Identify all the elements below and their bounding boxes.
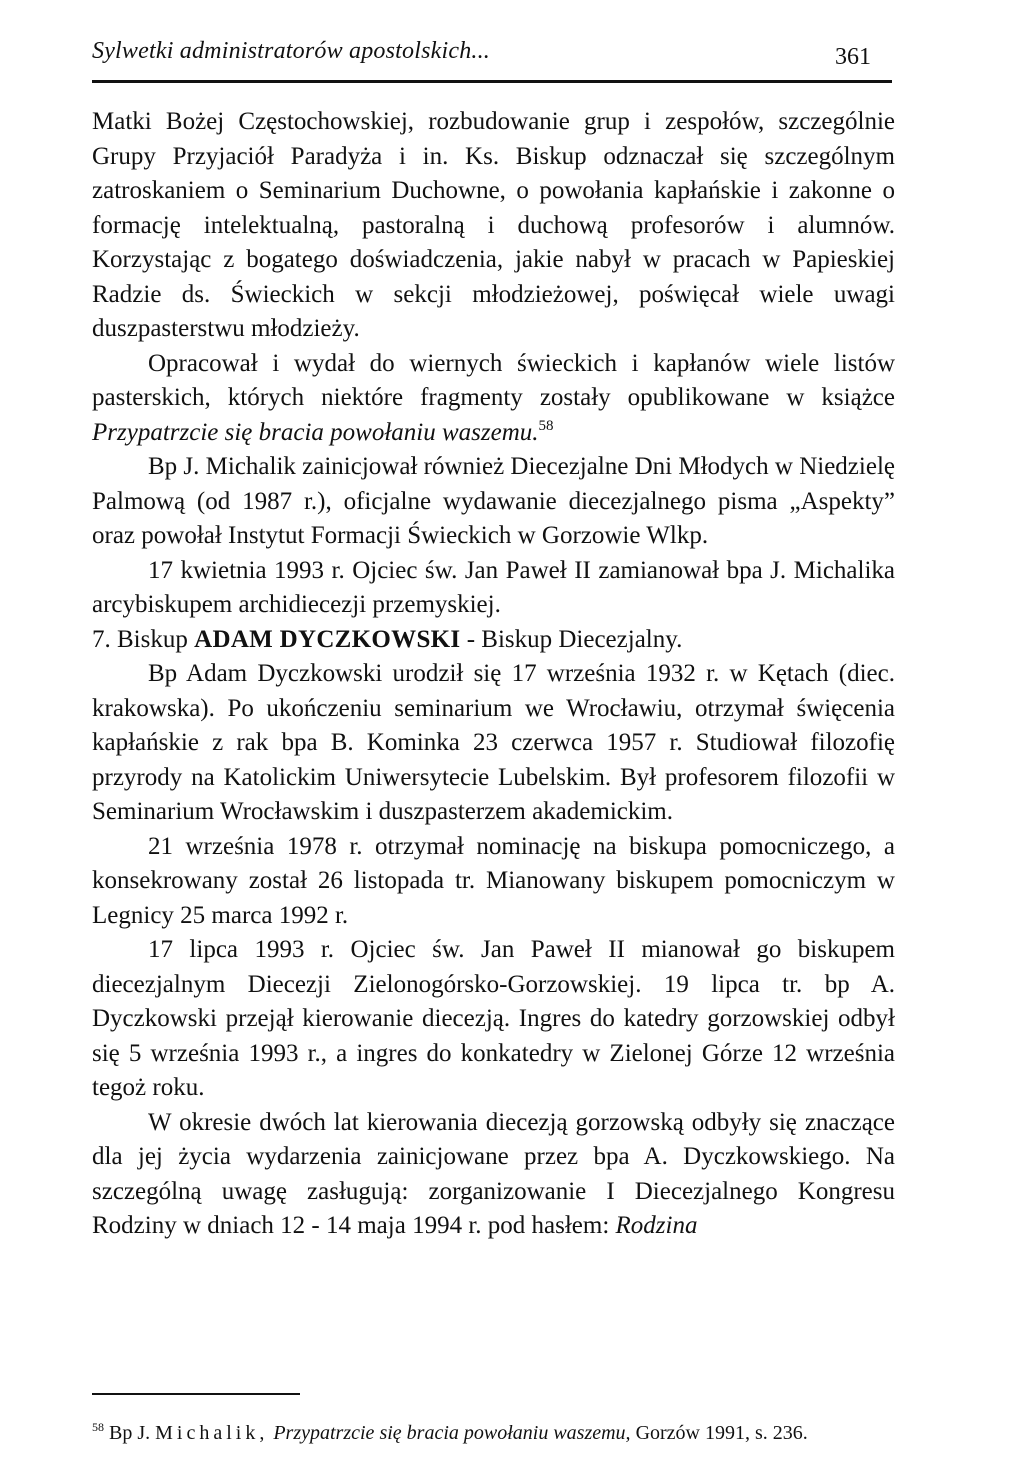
paragraph-1: Matki Bożej Częstochowskiej, rozbudowanie grup i zespołów, szczególnie Grupy Przyjaciół Paradyża i in. Ks. Biskup odznaczał się szczególnym zatroskaniem o Seminarium Duchowne, o powołania kapłańskie i zakonne o formację intelektualną, pastoralną i duchową profesorów i alumnów. Korzystając z bogatego doświadczenia, jakie nabył w pracach w Papieskiej Radzie ds. Świeckich w sekcji młodzieżowej, poświęcał wiele uwagi duszpasterstwu młodzieży. — [92, 108, 895, 342]
paragraph-8 — [92, 1106, 895, 1244]
footnote-author-prefix: Bp J. — [109, 1422, 156, 1444]
book-title: Przypatrzcie się bracia powołaniu waszemu. — [92, 418, 539, 446]
paragraph-5: Bp Adam Dyczkowski urodził się 17 września 1932 r. w Kętach (diec. krakowska). Po ukończeniu seminarium we Wrocławiu, otrzymał święcenia kapłańskie z rak bpa B. Kominka 23 czerwca 1957 r. Studiował filozofię przyrody na Katolickim Uniwersytecie Lubelskim. Był profesorem filozofii w Seminarium Wrocławskim i duszpasterzem akademickim. — [92, 660, 895, 825]
paragraph-7: 17 lipca 1993 r. Ojciec św. Jan Paweł II mianował go biskupem diecezjalnym Diecezji Zielonogórsko-Gorzowskiej. 19 lipca tr. bp A. Dyczkowski przejął kierowanie diecezją. Ingres do katedry gorzowskiej odbył się 5 września 1993 r., a ingres do konkatedry w Zielonej Górze 12 września tegoż roku. — [92, 936, 895, 1101]
footnote-mark: 58 — [92, 1420, 104, 1434]
section-prefix: 7. Biskup — [92, 625, 195, 653]
paragraph-6: 21 września 1978 r. otrzymał nominację na biskupa pomocniczego, a konsekrowany został 26 listopada tr. Mianowany biskupem pomocniczym w Legnicy 25 marca 1992 r. — [92, 832, 895, 929]
paragraph-3: Bp J. Michalik zainicjował również Diecezjalne Dni Młodych w Niedzielę Palmową (od 1987 r.), oficjalne wydawanie diecezjalnego pisma „Aspekty” oraz powołał Instytut Formacji Świeckich w Gorzowie Wlkp. — [92, 453, 895, 549]
footnote-author: Michalik, — [155, 1422, 269, 1444]
running-title: Sylwetki administratorów apostolskich... — [92, 38, 490, 64]
paragraph-8-text: W okresie dwóch lat kierowania diecezją gorzowską odbyły się znaczące dla jej życia wydarzenia zainicjowane przez bpa A. Dyczkowskiego. Na szczególną uwagę zasługują: zorganizowanie I Diecezjalnego Kongresu Rodziny w dniach 12 - 14 maja 1994 r. pod hasłem: — [92, 1108, 895, 1239]
slogan: Rodzina — [615, 1212, 698, 1239]
paragraph-2 — [92, 347, 895, 451]
paragraph-4: 17 kwietnia 1993 r. Ojciec św. Jan Paweł II zamianował bpa J. Michalika arcybiskupem archidiecezji przemyskiej. — [92, 556, 895, 618]
header-rule — [92, 80, 892, 83]
footnote-rest: Gorzów 1991, s. 236. — [630, 1422, 808, 1444]
section-heading — [92, 623, 895, 658]
page-number: 361 — [835, 44, 871, 70]
footnote-title: Przypatrzcie się bracia powołaniu waszemu, — [273, 1422, 631, 1444]
paragraph-2-text: Opracował i wydał do wiernych świeckich i kapłanów wiele listów pasterskich, których niektóre fragmenty zostały opublikowane w książce — [92, 349, 895, 411]
footnote — [92, 1420, 902, 1446]
section-name: ADAM DYCZKOWSKI — [194, 625, 461, 653]
section-suffix: - Biskup Diecezjalny. — [460, 625, 683, 653]
main-text — [92, 105, 895, 1244]
footnote-rule — [92, 1393, 300, 1395]
footnote-reference[interactable]: 58 — [538, 417, 554, 434]
